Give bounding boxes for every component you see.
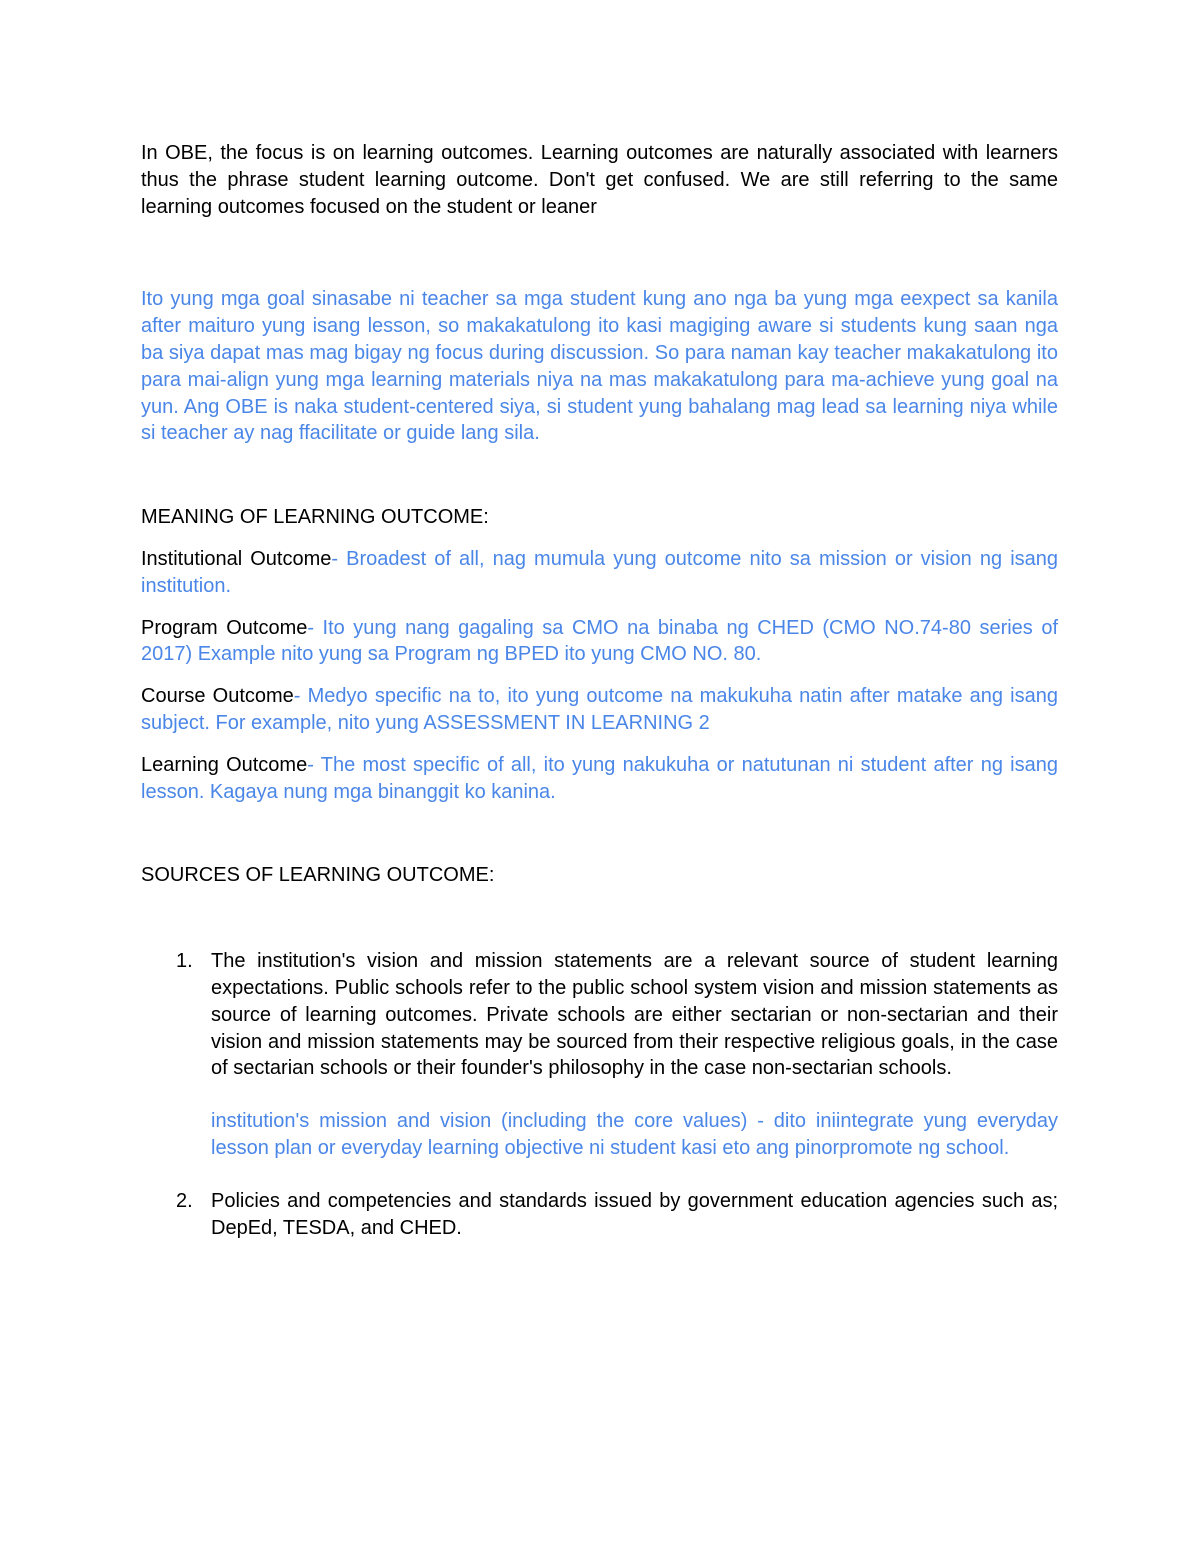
spacer [141, 889, 1058, 948]
spacer [141, 447, 1058, 504]
outcome-institutional [141, 546, 1058, 600]
source-text: Policies and competencies and standards issued by government education agencies such as; DepEd, TESDA, and CHED. [211, 1189, 1058, 1239]
note-paragraph: Ito yung mga goal sinasabe ni teacher sa mga student kung ano nga ba yung mga eexpect sa kanila after maituro yung isang lesson, so makakatulong ito kasi magiging aware si students kung saan nga ba siya dapat mas mag bigay ng focus during discussion. So para naman kay teacher makakatulong ito para mai-align yung mga learning materials niya na mas makakatulong para ma-achieve yung goal na yun. Ang OBE is naka student-centered siya, si student yung bahalang mag lead sa learning niya while si teacher ay nag ffacilitate or guide lang sila. [141, 288, 1058, 445]
intro-paragraph: In OBE, the focus is on learning outcomes. Learning outcomes are naturally associated with learners thus the phrase student learning outcome. Don't get confused. We are still referring to the same learning outcomes focused on the student or leaner [141, 142, 1058, 218]
spacer [141, 737, 1058, 752]
source-note: institution's mission and vision (including the core values) - dito iniintegrate yung everyday lesson plan or everyday learning objective ni student kasi eto ang pinorpromote ng school. [211, 1110, 1058, 1159]
outcome-learning [141, 752, 1058, 806]
outcome-term: Institutional Outcome [141, 547, 332, 570]
source-text: The institution's vision and mission statements are a relevant source of student learning expectations. Public schools refer to the public school system vision and mission statements as source of learning outcomes. Private schools are either sectarian or non-sectarian and their vision and mission statements may be sourced from their respective religious goals, in the case of sectarian schools or their founder's philosophy in the case non-sectarian schools. [211, 950, 1058, 1080]
list-number: 1. [176, 950, 193, 973]
outcome-desc: - The most specific of all, ito yung nakukuha or natutunan ni student after ng isang lesson. Kagaya nung mga binanggit ko kanina. [141, 753, 1058, 803]
spacer [141, 220, 1058, 286]
sources-heading: SOURCES OF LEARNING OUTCOME: [141, 864, 495, 887]
outcome-term: Learning Outcome [141, 753, 308, 776]
spacer [141, 1162, 1058, 1188]
spacer [141, 668, 1058, 683]
list-item [141, 1188, 1058, 1242]
spacer [141, 600, 1058, 615]
outcome-desc: - Ito yung nang gagaling sa CMO na binaba ng CHED (CMO NO.74-80 series of 2017) Example nito yung sa Program ng BPED ito yung CMO NO. 80. [141, 616, 1058, 666]
spacer [211, 1082, 1058, 1108]
meaning-heading: MEANING OF LEARNING OUTCOME: [141, 506, 489, 529]
sources-list [141, 948, 1058, 1241]
spacer [141, 531, 1058, 546]
outcome-program [141, 615, 1058, 669]
outcome-term: Program Outcome [141, 616, 308, 639]
spacer [141, 805, 1058, 862]
list-number: 2. [176, 1189, 193, 1212]
list-item [141, 948, 1058, 1162]
document-page [141, 140, 1058, 1241]
outcome-desc: - Broadest of all, nag mumula yung outcome nito sa mission or vision ng isang institution. [141, 547, 1059, 597]
outcome-course [141, 683, 1058, 737]
outcome-desc: - Medyo specific na to, ito yung outcome na makukuha natin after matake ang isang subject. For example, nito yung ASSESSMENT IN LEARNING 2 [141, 685, 1058, 734]
outcome-term: Course Outcome [141, 685, 294, 708]
